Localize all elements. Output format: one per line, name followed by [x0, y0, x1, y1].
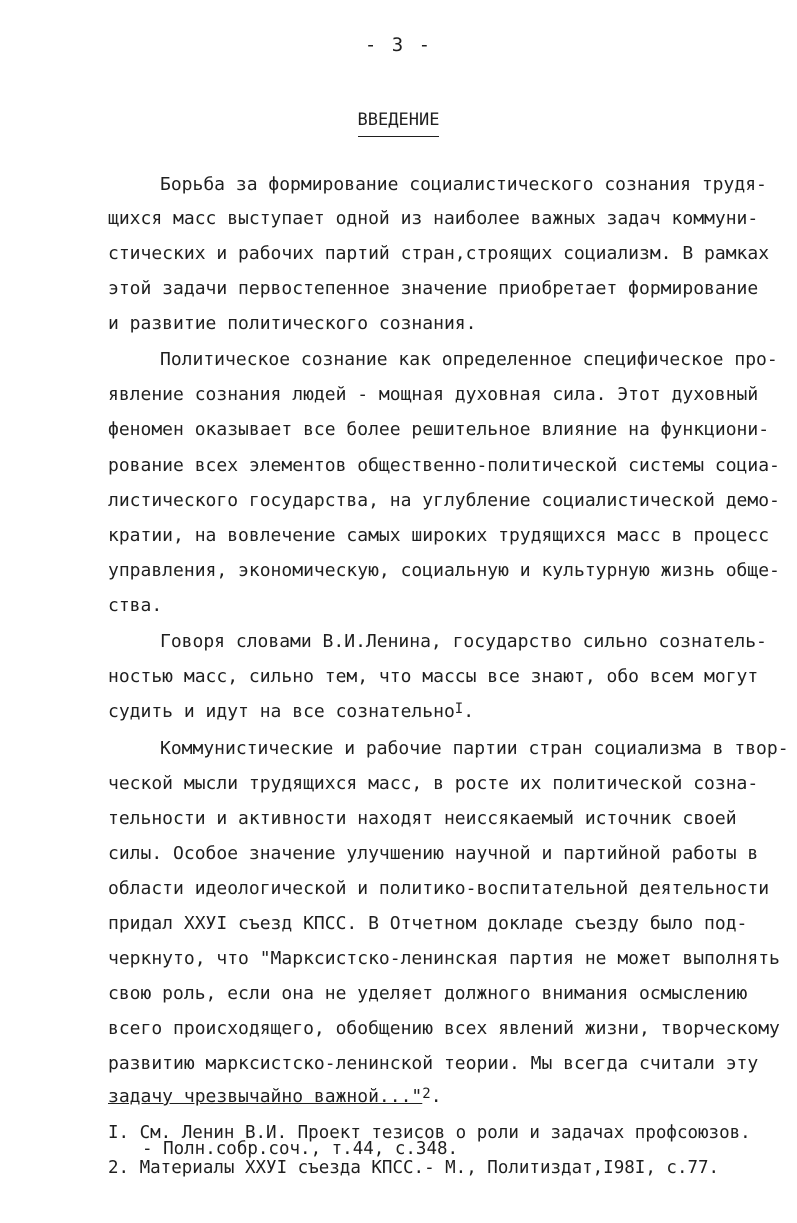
- body-line: явление сознания людей - мощная духовная сила. Этот духовный: [108, 384, 759, 405]
- section-heading: [0, 110, 797, 137]
- body-line: рование всех элементов общественно-политической системы социа-: [108, 455, 780, 476]
- body-line: придал XXУI съезд КПСС. В Отчетном докладе съезду было под-: [108, 913, 748, 934]
- body-line: [108, 703, 474, 721]
- section-heading-text: ВВЕДЕНИЕ: [358, 110, 440, 137]
- body-line: Борьба за формирование социалистического сознания трудя-: [160, 174, 767, 195]
- body-line-text: задачу чрезвычайно важной...": [108, 1086, 423, 1107]
- body-line: тельности и активности находят неиссякаемый источник своей: [108, 808, 737, 829]
- body-line: кратии, на вовлечение самых широких трудящихся масс в процесс: [108, 525, 770, 546]
- body-line: ства.: [108, 595, 163, 616]
- body-line: свою роль, если она не уделяет должного внимания осмыслению: [108, 983, 748, 1004]
- body-line: ностью масс, сильно тем, что массы все знают, обо всем могут: [108, 666, 759, 687]
- footnote-1-source: - Полн.собр.соч., т.44, с.348.: [142, 1139, 459, 1159]
- body-line: управления, экономическую, социальную и культурную жизнь обще-: [108, 560, 780, 581]
- body-line: [108, 1088, 442, 1106]
- line-end-period: .: [463, 701, 475, 722]
- footnote-marker: I: [454, 701, 464, 717]
- body-line-text: судить и идут на все сознательно: [108, 701, 455, 722]
- line-end-period: .: [430, 1086, 442, 1107]
- body-line: ческой мысли трудящихся масс, в росте их политической созна-: [108, 773, 759, 794]
- body-line: стических и рабочих партий стран,строящих социализм. В рамках: [108, 243, 770, 264]
- body-line: черкнуто, что "Марксистско-ленинская партия не может выполнять: [108, 948, 780, 969]
- body-line: Политическое сознание как определенное специфическое про-: [160, 349, 778, 370]
- body-line: и развитие политического сознания.: [108, 313, 477, 334]
- body-line: этой задачи первостепенное значение приобретает формирование: [108, 278, 759, 299]
- body-line: Говоря словами В.И.Ленина, государство сильно сознатель-: [160, 631, 767, 652]
- body-line: щихся масс выступает одной из наиболее важных задач коммуни-: [108, 208, 759, 229]
- body-line: силы. Особое значение улучшению научной и партийной работы в: [108, 843, 759, 864]
- body-line: всего происходящего, обобщению всех явлений жизни, творческому: [108, 1018, 780, 1039]
- footnote-2: 2. Материалы XXУI съезда КПСС.- М., Политиздат,I98I, с.77.: [108, 1158, 720, 1178]
- body-line: Коммунистические и рабочие партии стран социализма в твор-: [160, 738, 789, 759]
- body-line: листического государства, на углубление социалистической демо-: [108, 490, 780, 511]
- footnote-marker: 2: [422, 1086, 431, 1102]
- page-number: - 3 -: [364, 34, 433, 56]
- footnote-1: I. См. Ленин В.И. Проект тезисов о роли и задачах профсоюзов.: [108, 1123, 751, 1143]
- body-line: феномен оказывает все более решительное влияние на функциони-: [108, 419, 770, 440]
- body-line: области идеологической и политико-воспитательной деятельности: [108, 878, 770, 899]
- body-line: развитию марксистско-ленинской теории. Мы всегда считали эту: [108, 1053, 759, 1074]
